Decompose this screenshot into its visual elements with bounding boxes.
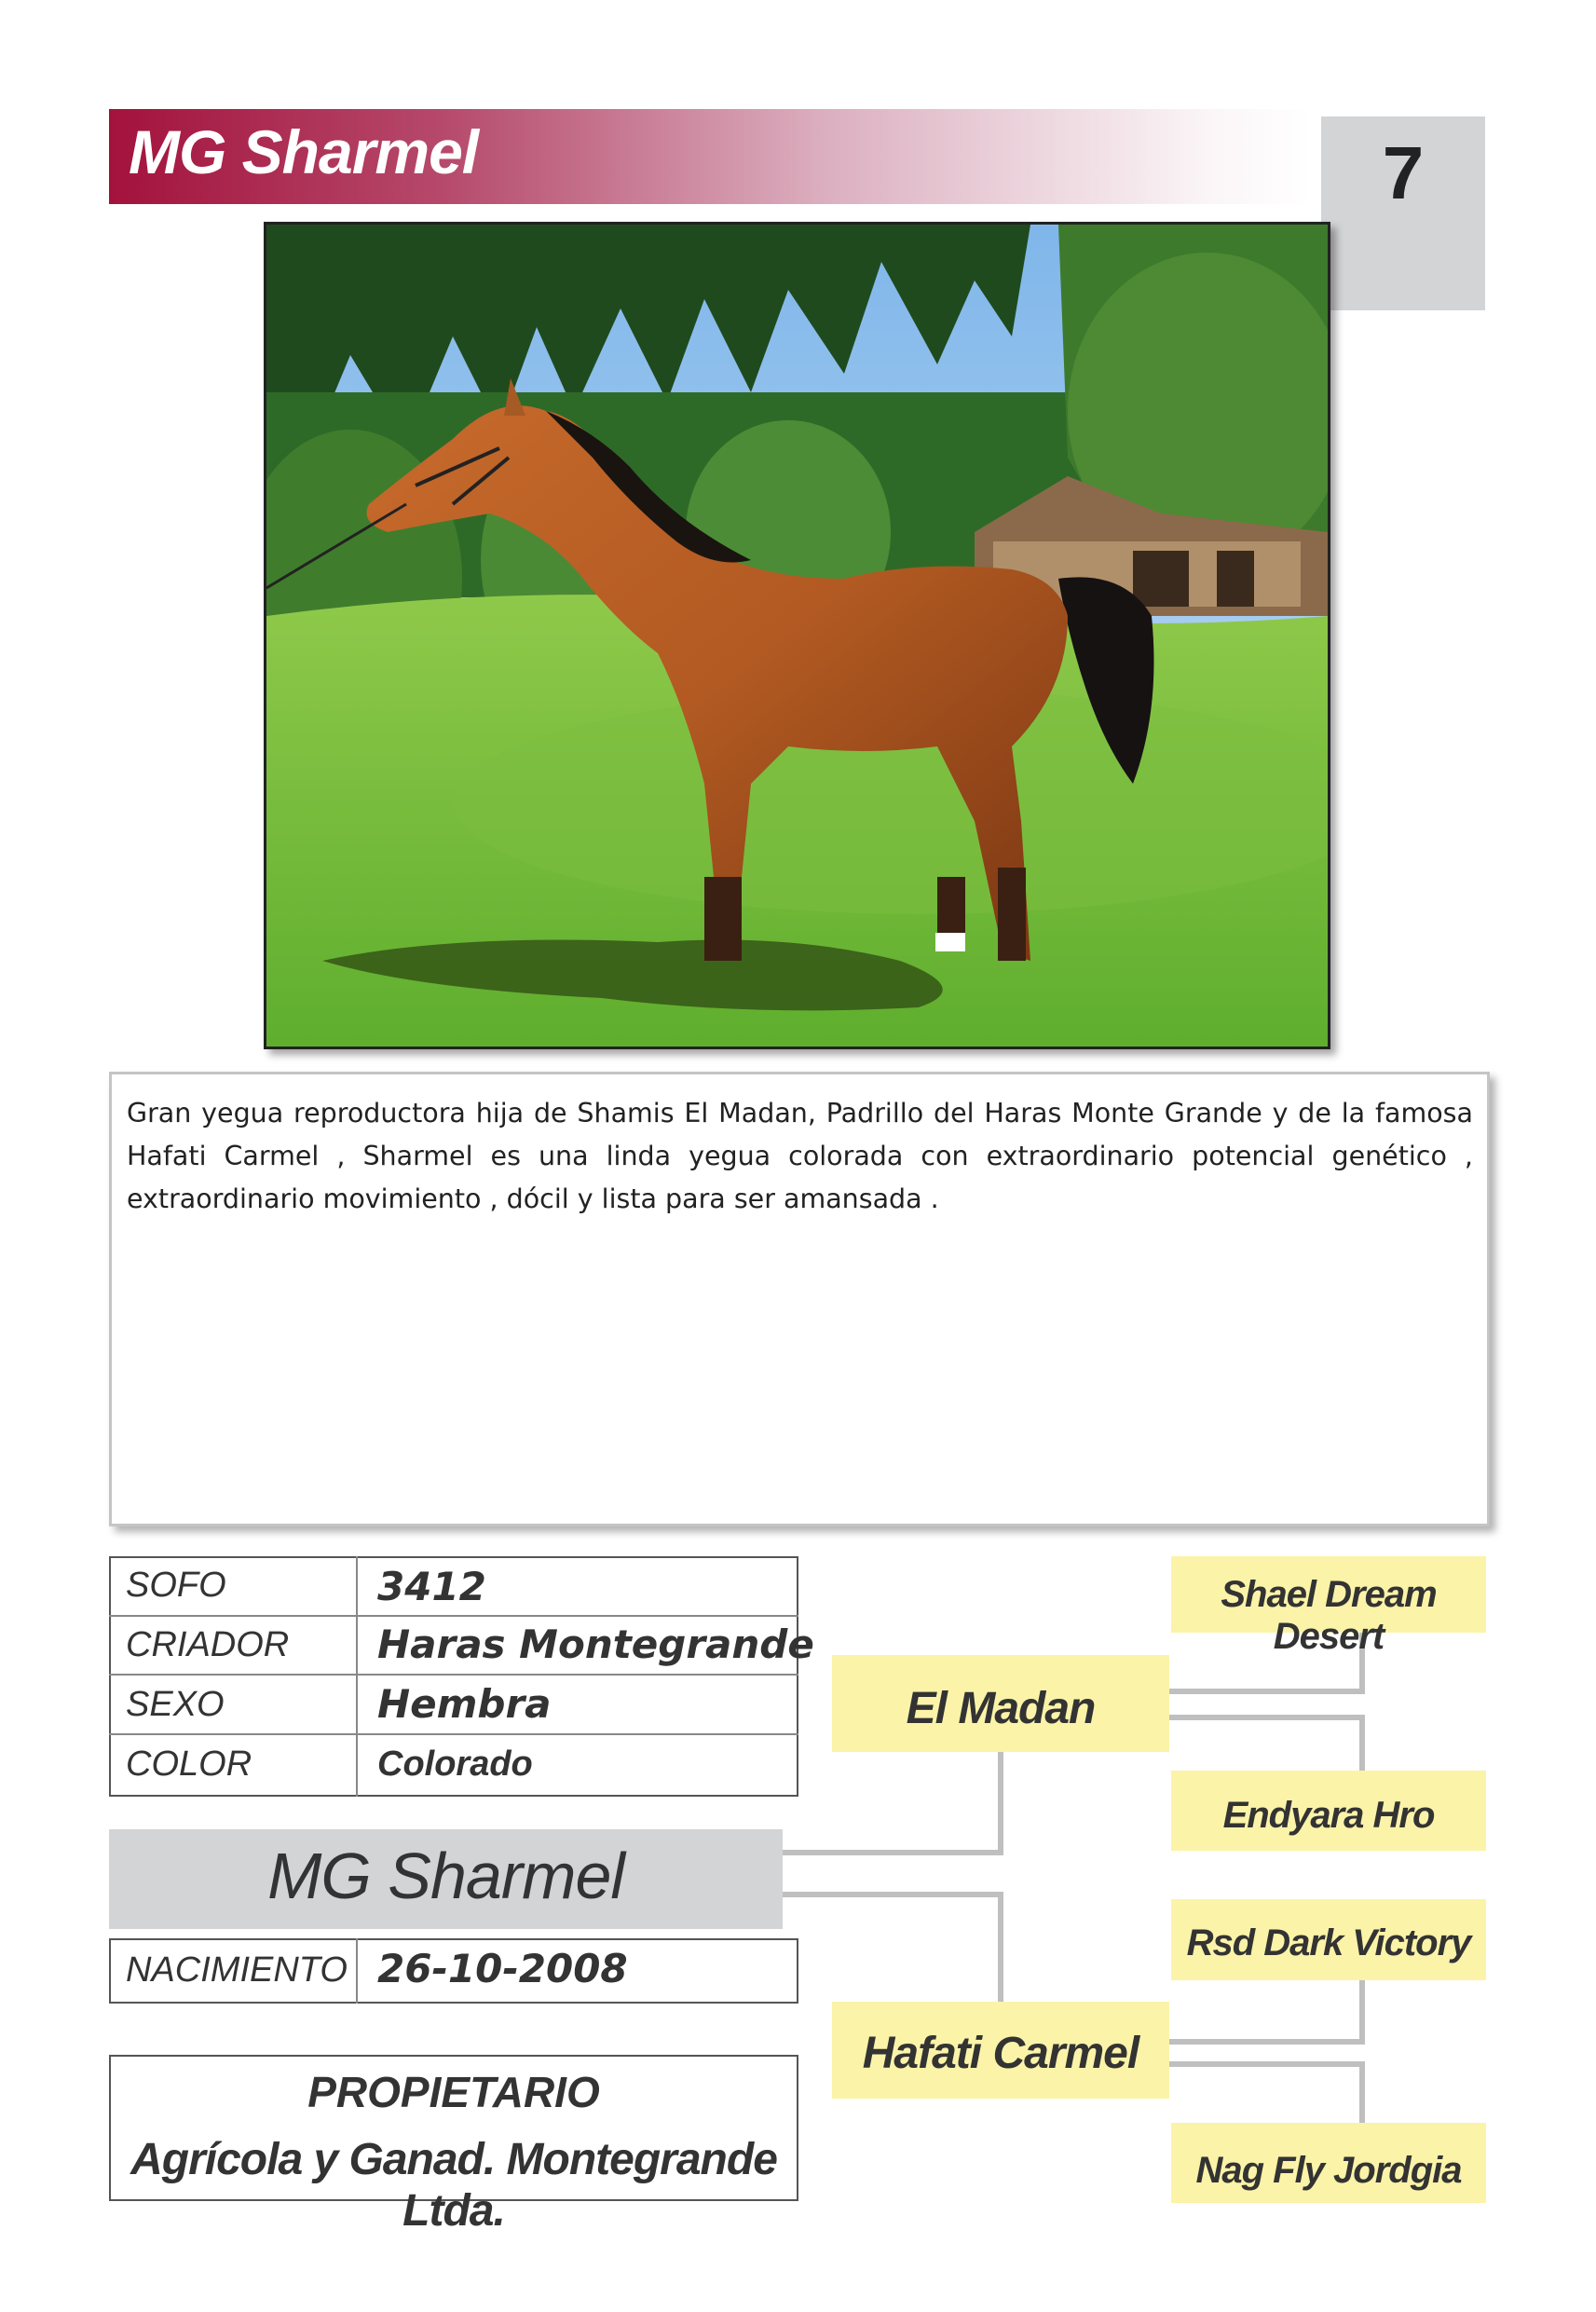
sire-name: El Madan xyxy=(906,1684,1096,1733)
connector-line xyxy=(1359,2061,1365,2123)
sofo-value: 3412 xyxy=(377,1564,486,1609)
dam-name: Hafati Carmel xyxy=(862,2029,1139,2078)
owner-name: Agrícola y Ganad. Montegrande Ltda. xyxy=(130,2135,777,2236)
connector-line xyxy=(1359,1980,1365,2045)
birth-value: 26-10-2008 xyxy=(377,1946,628,1991)
table-divider xyxy=(109,1674,798,1676)
connector-line xyxy=(1169,2039,1365,2045)
horse-photo xyxy=(264,222,1330,1049)
connector-line xyxy=(998,1892,1003,2002)
table-divider xyxy=(356,1938,358,2004)
connector-line xyxy=(998,1752,1003,1855)
birth-label: NACIMIENTO xyxy=(126,1950,348,1990)
color-value: Colorado xyxy=(377,1744,533,1784)
table-divider xyxy=(356,1556,358,1797)
connector-line xyxy=(1169,1689,1365,1694)
sexo-value: Hembra xyxy=(377,1681,552,1727)
sofo-label: SOFO xyxy=(126,1566,226,1605)
criador-value: Haras Montegrande xyxy=(377,1621,814,1667)
page-number: 7 xyxy=(1382,131,1425,214)
color-label: COLOR xyxy=(126,1744,252,1784)
owner-title: PROPIETARIO xyxy=(307,2068,600,2116)
sexo-label: SEXO xyxy=(126,1685,225,1724)
criador-label: CRIADOR xyxy=(126,1625,290,1664)
table-divider xyxy=(109,1733,798,1735)
connector-line xyxy=(783,1892,1003,1897)
dam-sire-name: Rsd Dark Victory xyxy=(1186,1922,1471,1963)
connector-line xyxy=(1169,1715,1365,1720)
sire-sire-name: Shael Dream Desert xyxy=(1221,1574,1437,1657)
page-title: MG Sharmel xyxy=(129,117,479,186)
connector-line xyxy=(783,1850,1003,1855)
table-divider xyxy=(109,1615,798,1617)
sire-dam-name: Endyara Hro xyxy=(1222,1795,1435,1836)
connector-line xyxy=(1359,1715,1365,1771)
connector-line xyxy=(1169,2061,1365,2067)
dam-dam-name: Nag Fly Jordgia xyxy=(1195,2150,1462,2191)
horse-name: MG Sharmel xyxy=(267,1840,624,1912)
description-text: Gran yegua reproductora hija de Shamis El Madan, Padrillo del Haras Monte Grande y de la famosa Hafati Carmel , Sharmel es una linda yegua colorada con extraordinario potencial genético , extraordinario movimiento , dócil y lista para ser amansada . xyxy=(127,1098,1473,1214)
